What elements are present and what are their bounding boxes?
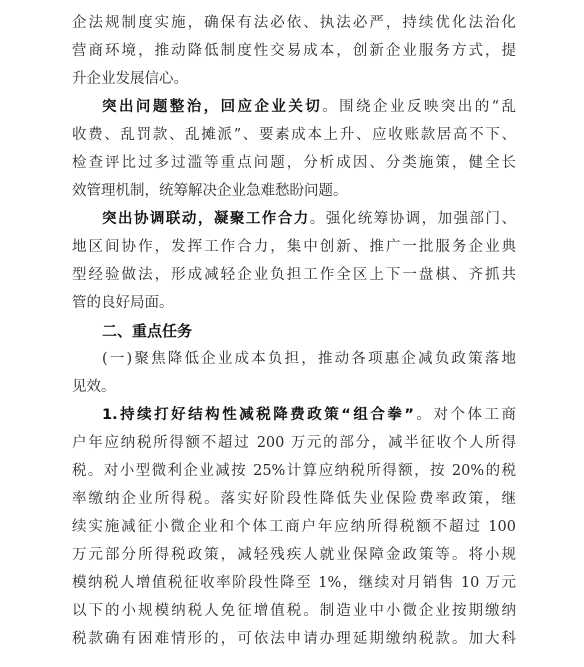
text-line: 万元部分所得税政策，减轻残疾人就业保障金政策等。将小规 — [72, 547, 516, 563]
text-line: 续实施减征小微企业和个体工商户年应纳所得税额不超过 100 — [72, 519, 516, 535]
text-line: 率缴纳企业所得税。落实好阶段性降低失业保险费率政策，继 — [72, 491, 516, 507]
text-line: 户年应纳税所得额不超过 200 万元的部分，减半征收个人所得 — [72, 435, 516, 451]
text-line: 税款确有困难情形的，可依法申请办理延期缴纳税款。加大科 — [72, 631, 516, 647]
text-line: 企法规制度实施，确保有法必依、执法必严，持续优化法治化 — [72, 15, 516, 31]
text-line: 升企业发展信心。 — [72, 71, 188, 87]
text-line: 型经验做法，形成减轻企业负担工作全区上下一盘棋、齐抓共 — [72, 267, 516, 283]
paragraph-first-line — [72, 205, 516, 233]
paragraph-lead-heading: 1.持续打好结构性减税降费政策“组合拳” — [102, 407, 414, 423]
text-line: 营商环境，推动降低制度性交易成本，创新企业服务方式，提 — [72, 43, 516, 59]
text-run: 。围绕企业反映突出的“乱 — [322, 99, 516, 115]
text-line: 管的良好局面。 — [72, 295, 174, 311]
paragraph-lead-heading: 突出协调联动，凝聚工作合力 — [102, 211, 310, 227]
text-line: 效管理机制，统筹解决企业急难愁盼问题。 — [72, 183, 348, 199]
paragraph-first-line — [72, 93, 516, 121]
text-run: 。对个体工商 — [413, 407, 517, 423]
text-line: 模纳税人增值税征收率阶段性降至 1%，继续对月销售 10 万元 — [72, 575, 516, 591]
text-line: 税。对小型微利企业减按 25%计算应纳税所得额，按 20%的税 — [72, 463, 516, 479]
text-line: 收费、乱罚款、乱摊派”、要素成本上升、应收账款居高不下、 — [72, 127, 516, 143]
subsection-heading-line: (一)聚焦降低企业成本负担，推动各项惠企减负政策落地 — [102, 351, 516, 367]
paragraph-first-line — [72, 401, 516, 429]
document-body — [72, 9, 516, 653]
text-line: 见效。 — [72, 379, 116, 395]
text-run: 。强化统筹协调，加强部门、 — [309, 211, 517, 227]
section-heading: 二、重点任务 — [102, 322, 193, 340]
text-line: 检查评比过多过滥等重点问题，分析成因、分类施策，健全长 — [72, 155, 516, 171]
text-line: 地区间协作，发挥工作合力，集中创新、推广一批服务企业典 — [72, 239, 516, 255]
paragraph-lead-heading: 突出问题整治，回应企业关切 — [102, 99, 323, 115]
text-line: 以下的小规模纳税人免征增值税。制造业中小微企业按期缴纳 — [72, 603, 516, 619]
